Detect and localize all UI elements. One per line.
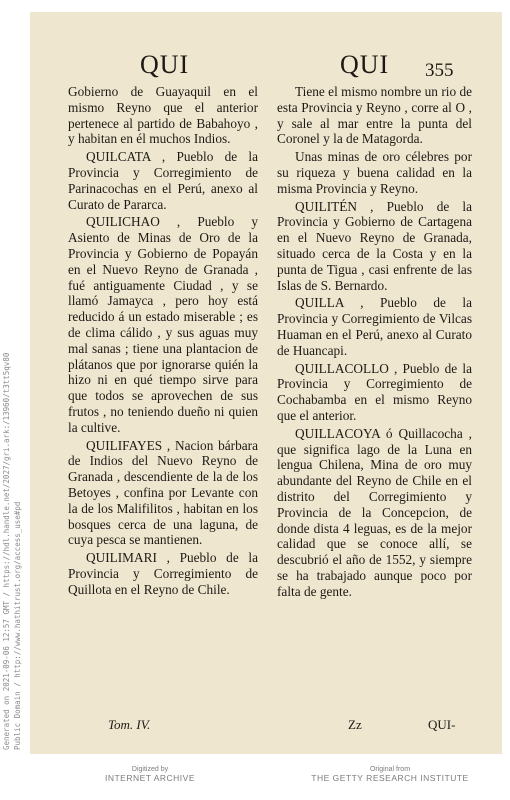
entry-quilifayes: QUILIFAYES , Nacion bárbara de Indios del Nuevo Reyno de Granada , descendiente de la de los Betoyes , confina por Levante con la de los Malifilitos , habitan en los bosques cerca de una laguna, de cuya pesca se mantienen. xyxy=(68,437,258,548)
book-page xyxy=(30,12,502,754)
hathitrust-stamp xyxy=(2,150,28,750)
original-from-watermark xyxy=(300,766,480,783)
digitized-by-watermark xyxy=(80,766,220,783)
getty-label: THE GETTY RESEARCH INSTITUTE xyxy=(311,773,469,783)
digitized-by-label: Digitized by xyxy=(131,766,169,773)
catchword: QUI- xyxy=(428,717,456,732)
volume-mark: Tom. IV. xyxy=(108,717,151,732)
right-column xyxy=(277,84,472,600)
stamp-line-1: Generated on 2021-09-06 12:57 GMT / https://hdl.handle.net/2027/gri.ark:/13960/t3tt5qv80 xyxy=(2,352,11,750)
entry-quilichao: QUILICHAO , Pueblo y Asiento de Minas de Oro de la Provincia y Gobierno de Popayán en el Nuevo Reyno de Granada , fué antiguamente Ciudad , y se llamó Jamayca , pero hoy está reducido á un estado miserable ; es de clima cálido , y sus aguas muy mal sanas ; tiene una plantacion de plátanos que por ignorarse quién la hizo ni en qué tiempo sirve para que todos se aprovechen de sus frutos , no teniendo dueño ni quien la cultive. xyxy=(68,214,258,435)
signature-mark: Zz xyxy=(348,717,362,732)
entry-quilcata: QUILCATA , Pueblo de la Provincia y Corregimiento de Parinacochas en el Perú, anexo al Curato de Pararca. xyxy=(68,149,258,212)
entry-quilla: QUILLA , Pueblo de la Provincia y Corregimiento de Vilcas Huaman en el Perú, anexo al Curato de Huancapi. xyxy=(277,295,472,358)
page-number: 355 xyxy=(425,60,454,81)
right-paragraph-1: Tiene el mismo nombre un rio de esta Provincia y Reyno , corre al O , y sale al mar entre la punta del Coronel y la de Matagorda. xyxy=(277,84,472,147)
entry-quilimari: QUILIMARI , Pueblo de la Provincia y Corregimiento de Quillota en el Reyno de Chile. xyxy=(68,550,258,597)
left-column xyxy=(68,84,258,598)
entry-quiliten: QUILITÉN , Pueblo de la Provincia y Gobierno de Cartagena en el Nuevo Reyno de Granada, situado cerca de la Costa y en la punta de Tigua , casi enfrente de las Islas de S. Bernardo. xyxy=(277,198,472,293)
original-from-label: Original from xyxy=(369,766,411,773)
left-paragraph-1: Gobierno de Guayaquil en el mismo Reyno que el anterior pertenece al partido de Babahoyo , y habitan en él muchos Indios. xyxy=(68,84,258,147)
running-head-right: QUI xyxy=(340,50,390,79)
running-head-left: QUI xyxy=(140,50,190,79)
internet-archive-label: INTERNET ARCHIVE xyxy=(104,773,196,783)
entry-quillacollo: QUILLACOLLO , Pueblo de la Provincia y Corregimiento de Cochabamba en el mismo Reyno que el anterior. xyxy=(277,360,472,423)
stamp-line-2: Public Domain / http://www.hathitrust.org/access_use#pd xyxy=(13,501,22,750)
entry-quillacoya: QUILLACOYA ó Quillacocha , que significa lago de la Luna en lengua Chilena, Mina de oro muy abundante del Reyno de Chile en el distrito del Corregimiento y Provincia de la Concepcion, de donde dista 4 leguas, es de la mejor calidad que se conoce allí, se descubrió el año de 1552, y siempre se ha trabajado aunque poco por falta de gente. xyxy=(277,425,472,599)
right-paragraph-2: Unas minas de oro célebres por su riqueza y buena calidad en la misma Provincia y Reyno. xyxy=(277,149,472,196)
